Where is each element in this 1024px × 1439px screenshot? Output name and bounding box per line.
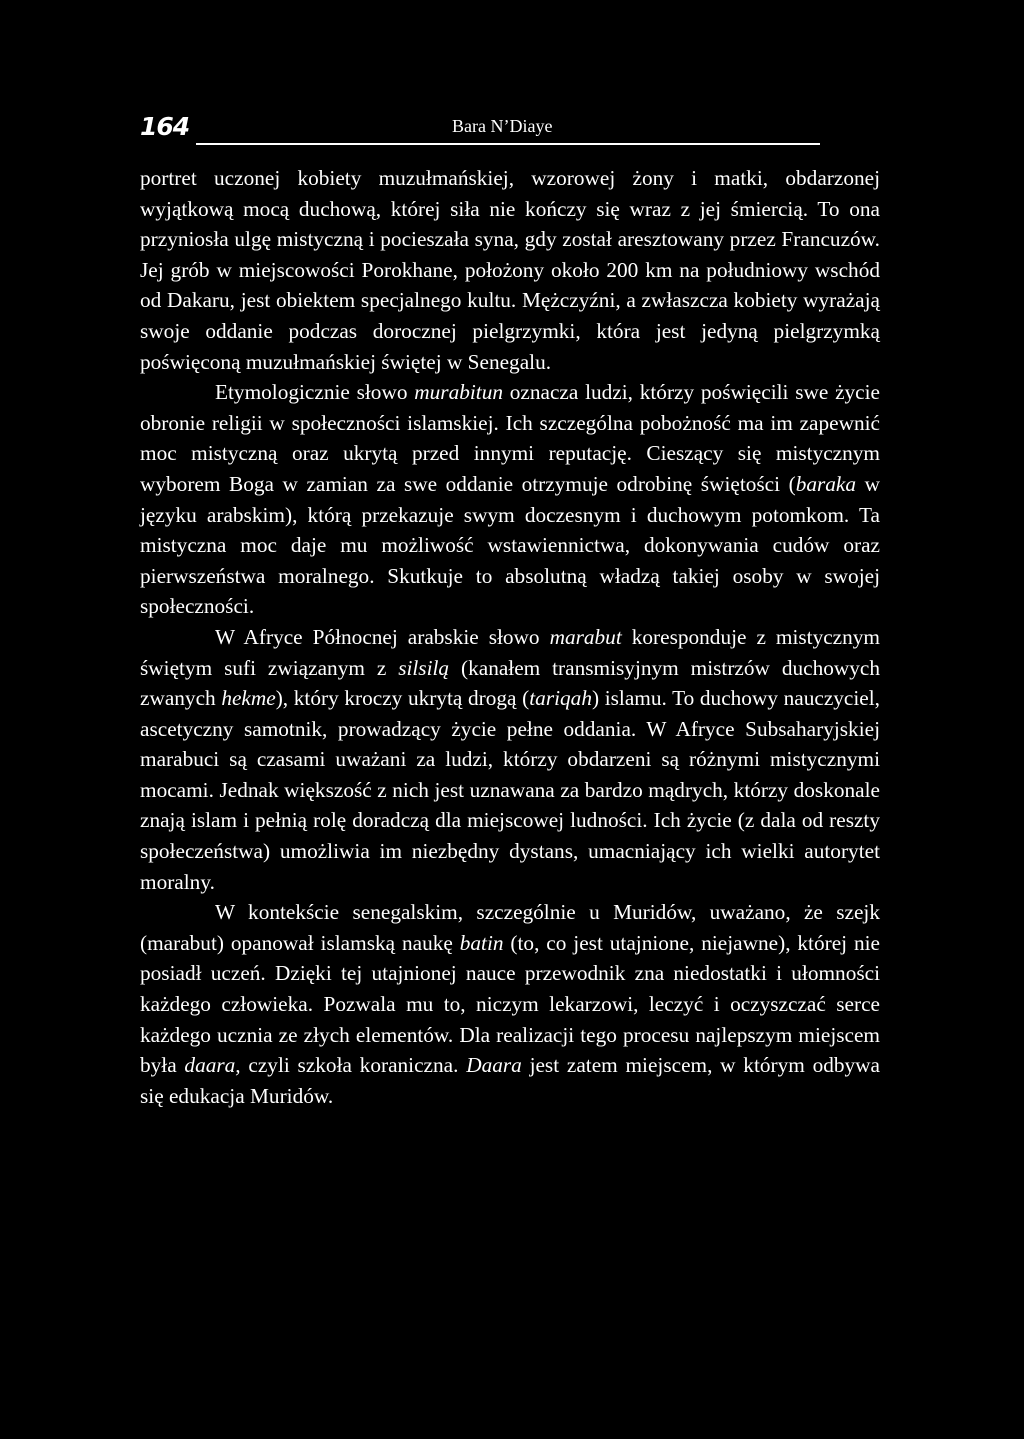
paragraph xyxy=(140,163,880,377)
paragraph-text: ) islamu. To duchowy nauczyciel, ascetyczny samotnik, prowadzący życie pełne oddania. W Afryce Subsaharyjskiej marabuci są czasami uważani za ludzi, którzy obdarzeni są różnymi mistycznymi mocami. Jednak większość z nich jest uznawana za bardzo mądrych, którzy doskonale znają islam i pełnią rolę doradczą dla miejscowej ludności. Ich życie (z dala od reszty społeczeństwa) umożliwia im niezbędny dystans, umacniający ich wielki autorytet moralny. xyxy=(140,686,880,894)
paragraph-text: portret uczonej kobiety muzułmańskiej, wzorowej żony i matki, obdarzonej wyjątkową mocą duchową, której siła nie kończy się wraz z jej śmiercią. To ona przyniosła ulgę mistyczną i pocieszała syna, gdy został aresztowany przez Francuzów. Jej grób w miejscowości Porokhane, położony około 200 km na południowy wschód od Dakaru, jest obiektem specjalnego kultu. Mężczyźni, a zwłaszcza kobiety wyrażają swoje oddanie podczas dorocznej pielgrzymki, która jest jedyną pielgrzymką poświęconą muzułmańskiej świętej w Senegalu. xyxy=(140,166,880,374)
paragraph-text: W kontekście senegalskim, szczególnie u Muridów, uważano, że szejk (marabut) opanował islamską naukę xyxy=(140,900,880,955)
paragraph-text: jest zatem miejscem, w którym odbywa się edukacja Muridów. xyxy=(140,1053,880,1108)
page-number: 164 xyxy=(140,112,190,141)
paragraph-text: (to, co jest utajnione, niejawne), której nie posiadł uczeń. Dzięki tej utajnionej nauce przewodnik zna niedostatki i ułomności każdego człowieka. Pozwala mu to, niczym lekarzowi, leczyć i oczyszczać serce każdego ucznia ze złych elementów. Dla realizacji tego procesu najlepszym miejscem była xyxy=(140,930,881,1078)
italic-term: baraka xyxy=(795,471,857,496)
paragraph xyxy=(140,897,880,1111)
italic-term: marabut xyxy=(549,624,622,649)
paragraph-text: ), który kroczy ukrytą drogą ( xyxy=(275,686,530,711)
italic-term: silsilą xyxy=(398,655,450,680)
paragraph-text: (kanałem transmisyjnym mistrzów duchowych zwanych xyxy=(140,655,880,711)
paragraph-text: W Afryce Północnej arabskie słowo xyxy=(215,624,550,649)
paragraph-text: Etymologicznie słowo xyxy=(215,380,415,405)
body-text xyxy=(140,163,880,1111)
paragraph-text: oznacza ludzi, którzy poświęcili swe życie obronie religii w społeczności islamskiej. Ich szczególna pobożność ma im zapewnić moc mistyczną oraz ukrytą przed innymi reputację. Cieszący się mistycznym wyborem Boga w zamian za swe oddanie otrzymuje odrobinę świętości ( xyxy=(140,380,881,496)
paragraph-text: koresponduje z mistycznym świętym sufi związanym z xyxy=(140,624,880,680)
paragraph-text: w języku arabskim), którą przekazuje swym doczesnym i duchowym potomkom. Ta mistyczna moc daje mu możliwość wstawiennictwa, dokonywania cudów oraz pierwszeństwa moralnego. Skutkuje to absolutną władzą takiej osoby w swojej społeczności. xyxy=(140,471,880,619)
italic-term: murabitun xyxy=(414,380,503,405)
italic-term: hekme xyxy=(221,686,276,711)
paragraph xyxy=(140,377,880,622)
italic-term: batin xyxy=(459,930,504,955)
header-rule xyxy=(196,143,820,145)
page-header xyxy=(140,112,820,152)
italic-term: Daara xyxy=(466,1053,522,1078)
italic-term: daara, xyxy=(184,1053,241,1078)
italic-term: tariqah xyxy=(529,686,592,711)
paragraph xyxy=(140,622,880,897)
running-head-author: Bara N’Diaye xyxy=(452,116,553,136)
paragraph-text: czyli szkoła koraniczna. xyxy=(240,1053,467,1078)
